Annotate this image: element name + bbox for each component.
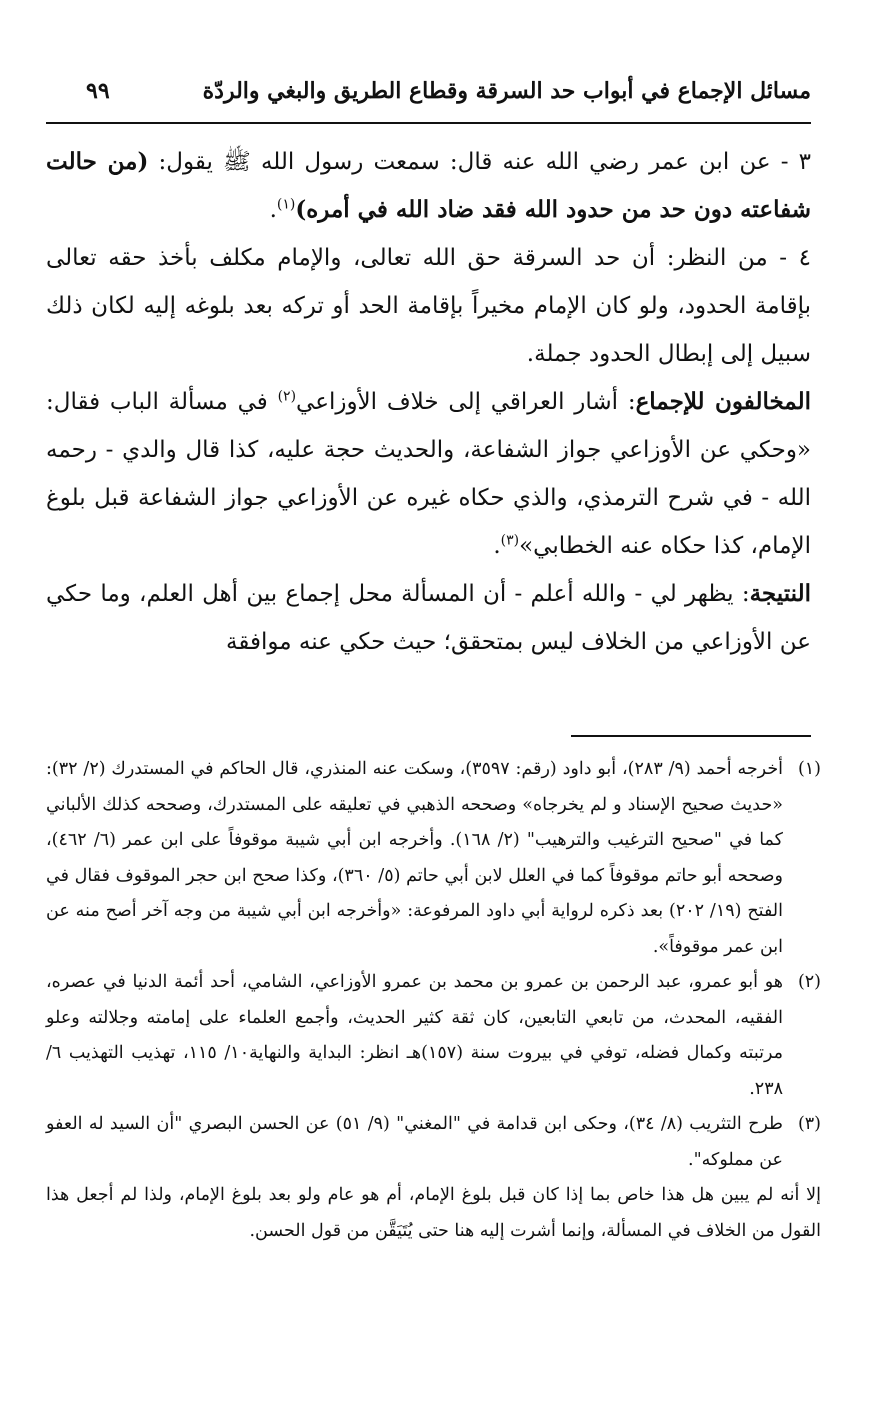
footnote-ref-2: (٢): [277, 388, 297, 405]
footnotes: [46, 752, 821, 1249]
footnote-ref-3: (٣): [500, 532, 520, 549]
paragraph-item-4: ٤ - من النظر: أن حد السرقة حق الله تعالى، والإمام مكلف بأخذ حقه تعالى بإقامة الحدود، ولو كان الإمام مخيراً بإقامة الحد أو تركه بعد بلوغه إليه لكان ذلك سبيل إلى إبطال الحدود جملة.: [46, 245, 811, 367]
footnote-divider: [571, 735, 811, 737]
page-header: [46, 64, 811, 104]
footnote-number: (٢): [797, 972, 821, 992]
paragraph-result: النتيجة: يظهر لي - والله أعلم - أن المسألة محل إجماع بين أهل العلم، وما حكي عن الأوزاعي من الخلاف ليس بمتحقق؛ حيث حكي عنه موافقة: [46, 580, 811, 655]
footnote-number: (١): [797, 759, 821, 779]
header-divider: [46, 122, 811, 124]
result-label: النتيجة: [749, 580, 811, 607]
footnote-3: [46, 1107, 821, 1178]
paragraph-dissenters: المخالفون للإجماع: أشار العراقي إلى خلاف الأوزاعي$^{(٢)}$ في مسألة الباب فقال: «وحكي عن الأوزاعي جواز الشفاعة، والحديث حجة عليه، كذا قال والدي - رحمه الله - في شرح الترمذي، والذي حكاه غيره عن الأوزاعي جواز الشفاعة قبل بلوغ الإمام، كذا حكاه عنه الخطابي»$^{(٣)}$.: [46, 388, 811, 559]
main-text: [46, 138, 811, 666]
footnote-text: أخرجه أحمد (٩/ ٢٨٣)، أبو داود (رقم: ٣٥٩٧)، وسكت عنه المنذري، قال الحاكم في المستدرك (٢/ ٣٢): «حديث صحيح الإسناد و لم يخرجاه» وصححه الذهبي في تعليقه على المستدرك، وصححه كذلك الألباني كما في "صحيح الترغيب والترهيب" (٢/ ١٦٨). وأخرجه ابن أبي شيبة موقوفاً على ابن عمر (٦/ ٤٦٢)، وصححه أبو حاتم موقوفاً كما في العلل لابن أبي حاتم (٥/ ٣٦٠)، وكذا صحح ابن حجر الموقوف فقال في الفتح (١٩/ ٢٠٢) بعد ذكره لرواية أبي داود المرفوعة: «وأخرجه ابن أبي شيبة من وجه آخر أصح منه عن ابن عمر موقوفاً».: [46, 759, 783, 957]
footnote-number: (٣): [797, 1114, 821, 1134]
footnote-text: هو أبو عمرو، عبد الرحمن بن عمرو بن محمد بن عمرو الأوزاعي، الشامي، أحد أئمة الدنيا في عصره، الفقيه، المحدث، من تابعي التابعين، كان ثقة كثير الحديث، وأجمع العلماء على إمامته وجلالته وعلو مرتبته وكمال فضله، توفي في بيروت سنة (١٥٧)هـ انظر: البداية والنهاية١٠/ ١١٥، تهذيب التهذيب ٦/ ٢٣٨.: [46, 972, 783, 1099]
footnote-text: طرح التثريب (٨/ ٣٤)، وحكى ابن قدامة في "المغني" (٩/ ٥١) عن الحسن البصري "أن السيد له العفو عن مملوكه".: [46, 1114, 783, 1170]
running-title: مسائل الإجماع في أبواب حد السرقة وقطاع الطريق والبغي والردّة: [202, 78, 811, 104]
page-number: ٩٩: [86, 78, 110, 104]
footnote-ref-1: (١): [276, 196, 296, 213]
hadith-quote: (من حالت شفاعته دون حد من حدود الله فقد ضاد الله في أمره): [46, 148, 811, 223]
paragraph-item-3: ٣ - عن ابن عمر رضي الله عنه قال: سمعت رسول الله ﷺ يقول: (من حالت شفاعته دون حد من حدود الله فقد ضاد الله في أمره)$^{(١)}$.: [46, 148, 812, 223]
footnote-3-continuation: إلا أنه لم يبين هل هذا خاص بما إذا كان قبل بلوغ الإمام، أم هو عام ولو بعد بلوغ الإمام، ولذا لم أجعل هذا القول من الخلاف في المسألة، وإنما أشرت إليه هنا حتى يُتَيَقَّن من قول الحسن.: [46, 1185, 821, 1241]
footnote-1: [46, 752, 821, 965]
footnote-2: [46, 965, 821, 1107]
dissenters-label: المخالفون للإجماع: [635, 388, 811, 415]
